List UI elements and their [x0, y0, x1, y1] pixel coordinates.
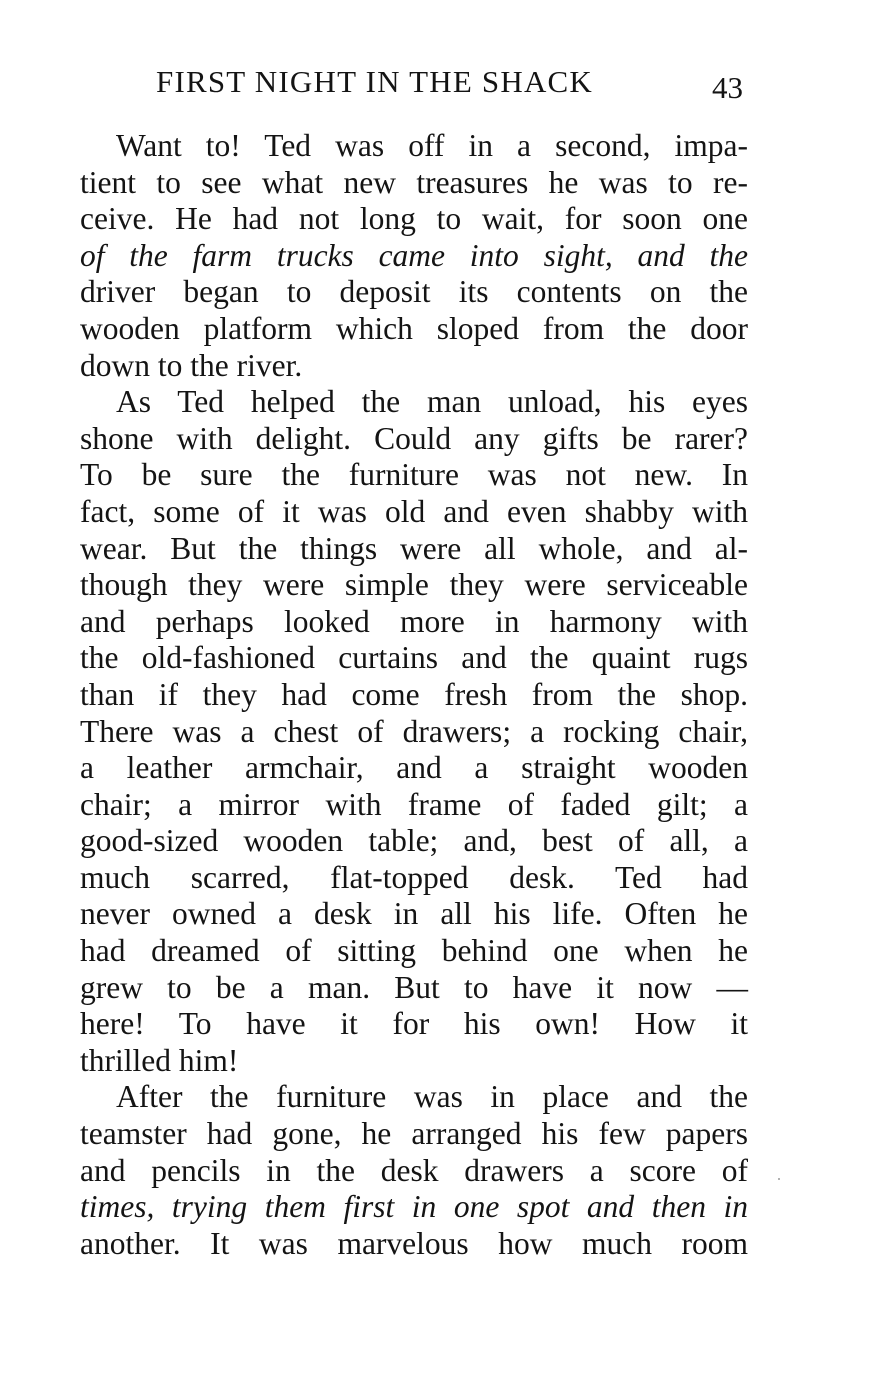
scan-speck	[778, 1178, 780, 1180]
text-line: down to the river.	[80, 347, 303, 383]
text-line: shone with delight. Could any gifts be rarer?	[80, 420, 748, 456]
text-line: and pencils in the desk drawers a score of	[80, 1152, 748, 1188]
text-line: never owned a desk in all his life. Often he	[80, 896, 748, 932]
text-line: another. It was marvelous how much room	[80, 1225, 748, 1261]
text-line: times, trying them first in one spot and then in	[80, 1189, 748, 1225]
text-line: a leather armchair, and a straight wooden	[80, 750, 748, 786]
text-line: After the furniture was in place and the	[116, 1079, 748, 1115]
text-line: There was a chest of drawers; a rocking chair,	[80, 713, 748, 749]
text-line: good-sized wooden table; and, best of all, a	[80, 823, 748, 859]
text-line: much scarred, flat-topped desk. Ted had	[80, 859, 748, 895]
text-line: tient to see what new treasures he was to re-	[80, 164, 748, 200]
body-text	[80, 128, 748, 1262]
text-line: grew to be a man. But to have it now —	[80, 969, 748, 1005]
text-line: fact, some of it was old and even shabby with	[80, 493, 748, 529]
page-number: 43	[712, 70, 743, 105]
text-line: and perhaps looked more in harmony with	[80, 603, 748, 639]
text-line: though they were simple they were serviceable	[80, 567, 748, 603]
text-line: teamster had gone, he arranged his few papers	[80, 1116, 748, 1152]
text-line: driver began to deposit its contents on the	[80, 274, 748, 310]
text-line: than if they had come fresh from the shop.	[80, 676, 748, 712]
text-line: chair; a mirror with frame of faded gilt; a	[80, 786, 748, 822]
text-line: As Ted helped the man unload, his eyes	[116, 384, 748, 420]
running-header	[0, 60, 876, 104]
chapter-title: FIRST NIGHT IN THE SHACK	[156, 64, 594, 99]
text-line: To be sure the furniture was not new. In	[80, 457, 748, 493]
text-line: of the farm trucks came into sight, and the	[80, 237, 748, 273]
text-line: Want to! Ted was off in a second, impa-	[116, 128, 748, 163]
text-line: thrilled him!	[80, 1042, 239, 1078]
text-line: the old-fashioned curtains and the quaint rugs	[80, 640, 748, 676]
text-line: here! To have it for his own! How it	[80, 1006, 748, 1042]
text-line: wooden platform which sloped from the door	[80, 310, 748, 346]
text-line: wear. But the things were all whole, and al-	[80, 530, 748, 566]
text-line: had dreamed of sitting behind one when he	[80, 933, 748, 969]
text-line: ceive. He had not long to wait, for soon one	[80, 201, 748, 237]
